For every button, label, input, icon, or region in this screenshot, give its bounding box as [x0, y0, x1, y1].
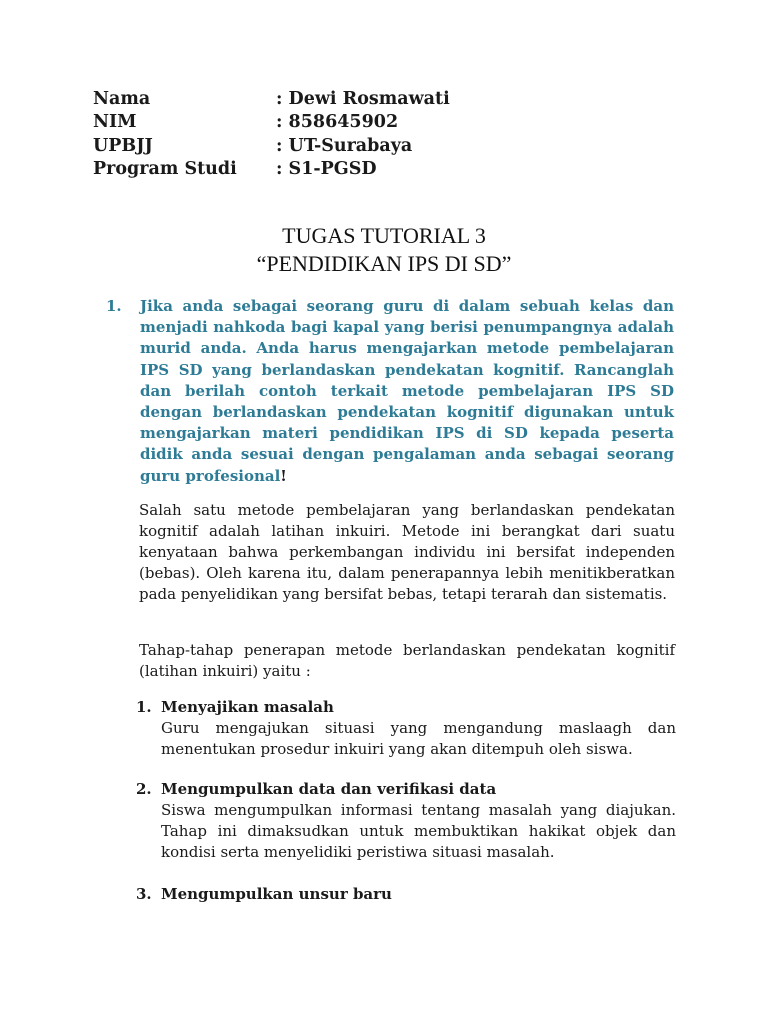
document-title [0, 222, 768, 278]
step-body: Siswa mengumpulkan informasi tentang masalah yang diajukan. Tahap ini dimaksudkan untuk membuktikan hakikat objek dan kondisi serta menyelidiki peristiwa situasi masalah. [161, 801, 676, 861]
identity-row-nim [93, 111, 593, 135]
step-header [136, 779, 676, 800]
step-body: Guru mengajukan situasi yang mengandung maslaagh dan menentukan prosedur inkuiri yang akan ditempuh oleh siswa. [161, 719, 676, 758]
identity-label: NIM [93, 112, 137, 133]
question-text: Jika anda sebagai seorang guru di dalam sebuah kelas dan menjadi nahkoda bagi kapal yang berisi penumpangnya adalah murid anda. Anda harus mengajarkan metode pembelajaran IPS SD yang berlandaskan pendekatan kognitif. Rancanglah dan berilah contoh terkait metode pembelajaran IPS SD dengan berlandaskan pendekatan kognitif digunakan untuk mengajarkan materi pendidikan IPS di SD kepada peserta didik anda sesuai dengan pengalaman anda sebagai seorang guru profesional [140, 297, 674, 485]
answer-paragraph-1: Salah satu metode pembelajaran yang berlandaskan pendekatan kognitif adalah latihan inkuiri. Metode ini berangkat dari suatu kenyataan bahwa perkembangan individu ini bersifat independen (bebas). Oleh karena itu, dalam penerapannya lebih menitikberatkan pada penyelidikan yang bersifat bebas, tetapi terarah dan sistematis. [139, 501, 675, 603]
step-number: 1. [136, 698, 152, 716]
question-number: 1. [106, 297, 122, 315]
step-header [136, 884, 676, 905]
identity-row-upbjj [93, 134, 593, 158]
identity-label: Program Studi [93, 159, 237, 180]
identity-value: : UT-Surabaya [276, 135, 413, 156]
identity-block [93, 87, 593, 181]
step-item [136, 884, 676, 905]
identity-label: UPBJJ [93, 135, 153, 156]
step-item [136, 779, 676, 863]
step-item [136, 697, 676, 760]
identity-row-program [93, 158, 593, 182]
step-heading: Mengumpulkan data dan verifikasi data [161, 780, 497, 798]
question-end-mark: ! [280, 466, 287, 485]
identity-value: : S1-PGSD [276, 159, 377, 180]
question-item [107, 296, 675, 487]
step-number: 2. [136, 780, 152, 798]
step-heading: Menyajikan masalah [161, 698, 334, 716]
step-header [136, 697, 676, 718]
identity-value: : Dewi Rosmawati [276, 88, 450, 109]
identity-value: : 858645902 [276, 112, 399, 133]
step-heading: Mengumpulkan unsur baru [161, 885, 392, 903]
identity-row-name [93, 87, 593, 111]
step-number: 3. [136, 885, 152, 903]
question-text-block [140, 296, 674, 487]
identity-label: Nama [93, 88, 151, 109]
title-line-1: TUGAS TUTORIAL 3 [282, 223, 486, 248]
title-line-2: “PENDIDIKAN IPS DI SD” [256, 251, 512, 276]
answer-paragraph-2: Tahap-tahap penerapan metode berlandaskan pendekatan kognitif (latihan inkuiri) yaitu : [139, 641, 675, 680]
